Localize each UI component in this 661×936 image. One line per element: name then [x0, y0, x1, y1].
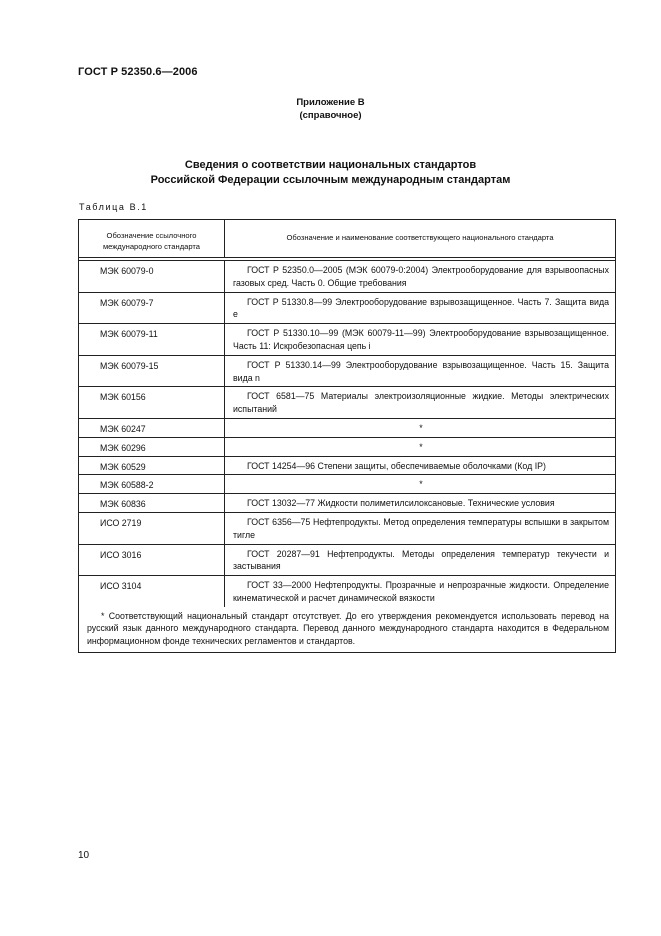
- table-row: [79, 513, 615, 545]
- cell-national-standard: ГОСТ Р 51330.14—99 Электрооборудование взрывозащищенное. Часть 15. Защита вида n: [233, 359, 609, 383]
- page-title-line1: Сведения о соответствии национальных стандартов: [184, 159, 477, 171]
- table-row: [79, 438, 615, 457]
- document-code: ГОСТ Р 52350.6—2006: [78, 66, 198, 78]
- page-number: 10: [78, 850, 90, 861]
- cell-intl-standard: МЭК 60247: [79, 419, 225, 437]
- cell-national-standard: ГОСТ 13032—77 Жидкости полиметилсилоксановые. Технические условия: [247, 498, 555, 509]
- cell-intl-standard: МЭК 60296: [79, 438, 225, 456]
- cell-intl-standard: МЭК 60588-2: [79, 475, 225, 493]
- cell-national-standard: ГОСТ 14254—96 Степени защиты, обеспечиваемые оболочками (Код IP): [247, 460, 546, 471]
- table-row: [79, 356, 615, 388]
- header-cell-intl: Обозначение ссылочного международного стандарта: [79, 220, 225, 257]
- cell-intl-standard: МЭК 60079-15: [79, 356, 225, 387]
- cell-national-standard: ГОСТ 6581—75 Материалы электроизоляционные жидкие. Методы электрических испытаний: [233, 391, 609, 415]
- header-cell-national: Обозначение и наименование соответствующего национального стандарта: [286, 233, 554, 243]
- annex-subtitle: (справочное): [299, 110, 362, 121]
- cell-intl-standard: МЭК 60156: [79, 387, 225, 418]
- table-row: [79, 457, 615, 476]
- correspondence-table: [78, 219, 616, 653]
- table-label: Таблица В.1: [79, 202, 148, 212]
- cell-intl-standard: ИСО 2719: [79, 513, 225, 544]
- table-row: [79, 387, 615, 419]
- cell-national-standard: ГОСТ 6356—75 Нефтепродукты. Метод определения температуры вспышки в закрытом тигле: [233, 516, 609, 540]
- cell-intl-standard: МЭК 60079-0: [79, 261, 225, 292]
- annex-heading: [0, 96, 661, 122]
- table-header-row: [79, 220, 615, 258]
- cell-national-standard: *: [419, 479, 423, 490]
- page-title: [0, 158, 661, 187]
- cell-national-standard: ГОСТ 20287—91 Нефтепродукты. Методы определения температур текучести и застывания: [233, 548, 609, 572]
- table-row: [79, 261, 615, 293]
- cell-national-standard: ГОСТ Р 51330.10—99 (МЭК 60079-11—99) Электрооборудование взрывозащищенное. Часть 11: Искробезопасная цепь i: [233, 328, 609, 351]
- cell-intl-standard: МЭК 60529: [79, 457, 225, 475]
- cell-intl-standard: ИСО 3104: [79, 576, 225, 607]
- table-row: [79, 419, 615, 438]
- table-footnote: * Соответствующий национальный стандарт отсутствует. До его утверждения рекомендуется использовать перевод на русский язык данного международного стандарта. Перевод данного международного стандарта находится в Федеральном информационном фонде технических регламентов и стандартов.: [87, 610, 609, 646]
- cell-intl-standard: ИСО 3016: [79, 545, 225, 576]
- cell-national-standard: *: [419, 422, 423, 433]
- table-body: [79, 261, 615, 607]
- cell-national-standard: ГОСТ Р 52350.0—2005 (МЭК 60079-0:2004) Электрооборудование для взрывоопасных газовых сред. Часть 0. Общие требования: [233, 265, 609, 288]
- cell-national-standard: *: [419, 441, 423, 452]
- cell-intl-standard: МЭК 60836: [79, 494, 225, 512]
- annex-title: Приложение В: [296, 97, 365, 108]
- cell-intl-standard: МЭК 60079-11: [79, 324, 225, 355]
- table-row: [79, 576, 615, 607]
- cell-intl-standard: МЭК 60079-7: [79, 293, 225, 324]
- table-row: [79, 293, 615, 325]
- table-row: [79, 475, 615, 494]
- table-row: [79, 494, 615, 513]
- cell-national-standard: ГОСТ 33—2000 Нефтепродукты. Прозрачные и непрозрачные жидкости. Определение кинематической и расчет динамической вязкости: [233, 580, 609, 603]
- table-row: [79, 324, 615, 356]
- page-title-line2: Российской Федерации ссылочным международным стандартам: [150, 173, 511, 186]
- cell-national-standard: ГОСТ Р 51330.8—99 Электрооборудование взрывозащищенное. Часть 7. Защита вида е: [233, 296, 609, 320]
- table-row: [79, 545, 615, 577]
